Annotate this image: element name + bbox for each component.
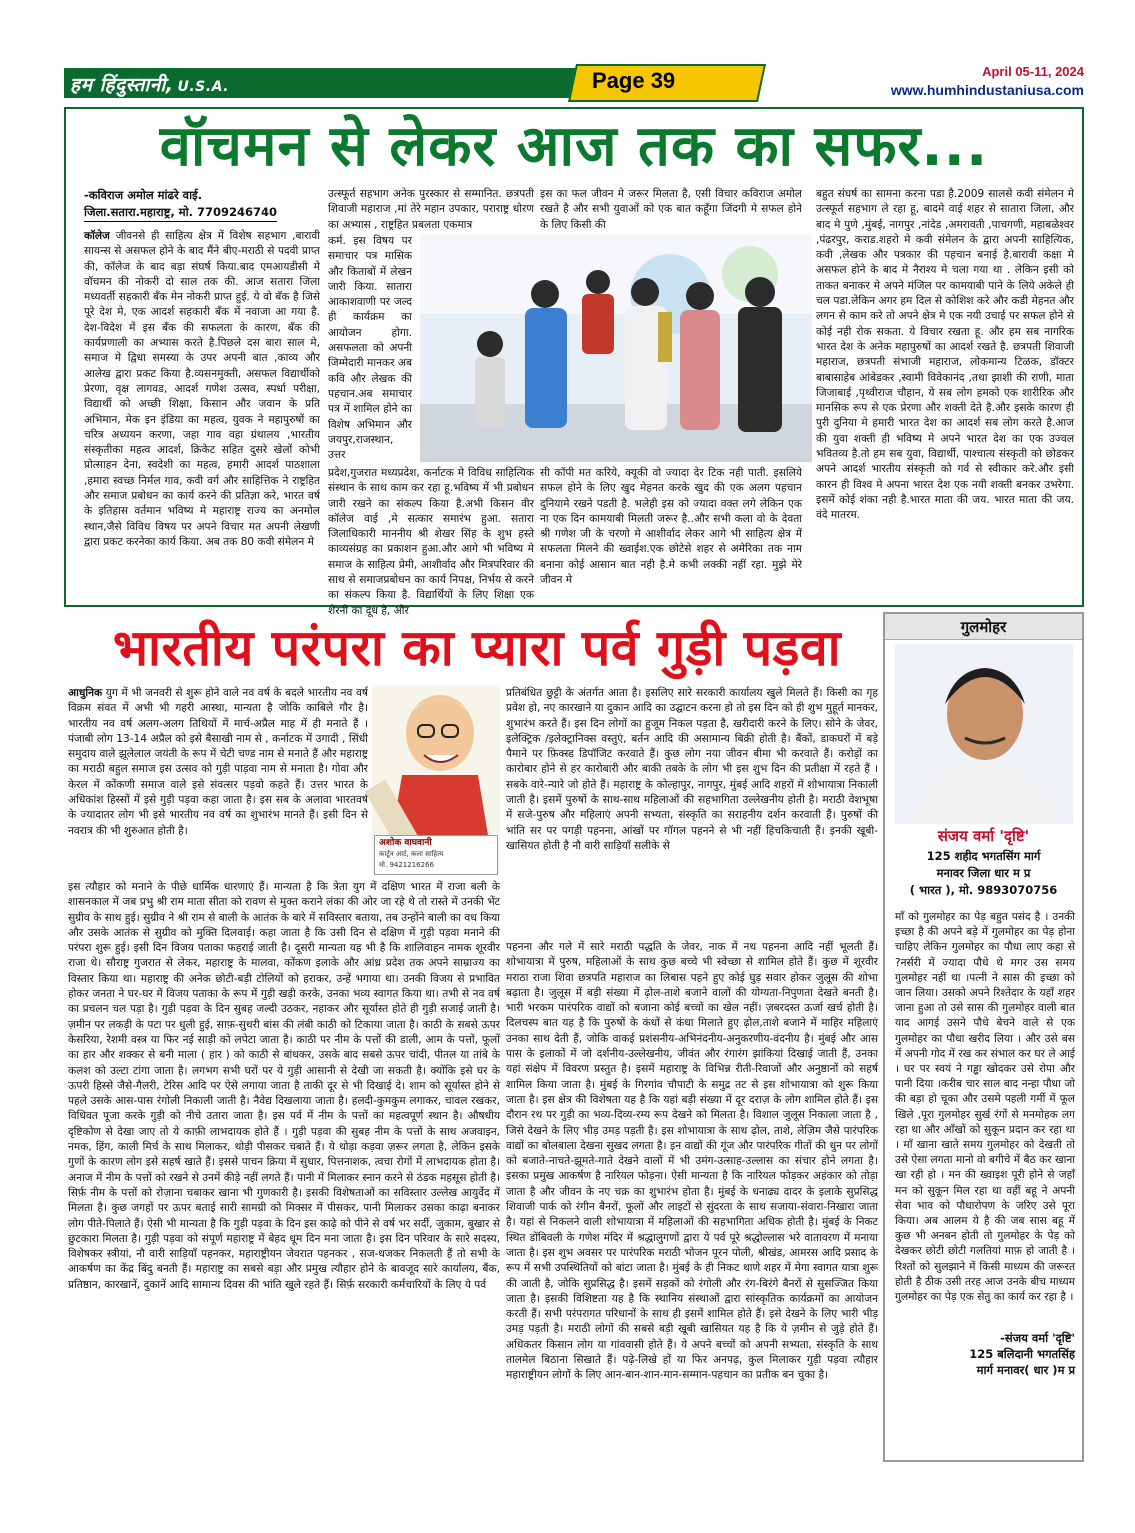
caricature-credit (374, 835, 498, 875)
address-line-2: मनावर जिला धार म प्र (936, 866, 1031, 880)
brand-bar (64, 68, 589, 98)
signature-line-2: मार्ग मनावर( धार )म प्र (976, 1363, 1075, 1377)
lead-word: आधुनिक (68, 687, 103, 699)
byline-place: जिला.सतारा.महाराष्ट्र, मो. 7709246740 (84, 204, 277, 222)
award-ceremony-illustration (420, 234, 812, 462)
page-number: Page 39 (592, 68, 676, 93)
article-column-2-narrow: कर्म. इस विषय पर समाचार पत्र मासिक और किताबों में लेखन जारी किया. सातारा आकाशवाणी पर जल्द ही कार्यक्रम का आयोजन होगा. असफलता को अपनी जिम्मेदारी मानकर अब कवि और लेखक की पहचान.अब समाचार पत्र में शामिल होने का विशेष अभिमान और जयपुर,राजस्थान, उत्तर (328, 235, 412, 462)
sidebar-address (885, 848, 1082, 899)
signature-line-1: 125 बलिदानी भगतसिंह (969, 1347, 1075, 1361)
sidebar-title: गुलमोहर (885, 614, 1082, 640)
article-headline: वॉचमन से लेकर आज तक का सफर... (159, 114, 989, 179)
article-column-3-top: इस का फल जीवन मे जरूर मिलता है, एसी विचार कविराज अमोल रखते है और सभी युवाओं को एक बात कहूँगा जिंदगी मे सफल होने के लिए किसी की (540, 188, 802, 231)
award-ceremony-photo (420, 234, 812, 462)
article2-column-2-full: पहनना और गले में सारे मराठी पद्धति के जेवर, नाक में नथ पहनना आदि नहीं भूलती हैं। शोभायात्रा में पुरुष, महिलाओं के साथ कुछ बच्चे भी स्वेच्छा से शामिल होते हैं। कुछ में शूरवीर मराठा राजा शिवा छत्रपति महाराज का लिबास पहने हुए कोई घुड़ सवार होकर जुलूस की शोभा बढ़ाता है। जुलूस में बड़ी संख्या में ढ़ोल-ताशे बजाने वालों की योग्यता-निपुणता देखते बनती है। भारी भरकम पारंपरिक वाद्यों को बजाना कोई बच्चों का खेल नहीं। ज़बरदस्त ऊर्जा खर्च होती है। दिलचस्प बात यह है कि पुरुषों के कंधों से कंधा मिलाते हुए ढ़ोल,ताशे बजाने में माहिर महिलाएं उनका साथ देती हैं, जोकि वाकई प्रशंसनीय-अभिनंदनीय-अनुकरणीय-वंदनीय है। मुंबई और आस पास के इलाकों में जो दर्शनीय-उल्लेखनीय, जीवंत और रंगारंग झांकियां दिखाई जाती हैं, उनका यहां संक्षेप में विवरण प्रस्तुत है। इसमें महाराष्ट्र के विभिन्न रीती-रिवाजों और अनुष्ठानों को सहर्ष शामिल किया जाता है। मुंबई के गिरगांव चौपाटी के समुद्र तट से इस शोभायात्रा को शुरू किया जाता है। इस क्षेत्र की विशेषता यह है कि यहां बड़ी संख्या में दूर दराज़ के लोग शामिल होते हैं। इस दौरान रथ पर गुड़ी का भव्य-दिव्य-रम्य रूप देखने को मिलता है। विशाल जुलूस निकाला जाता है , जिसे देखने के लिए भीड़ उमड़ पड़ती है। इस शोभायात्रा के साथ ढ़ोल, ताशे, लेज़िम जैसे पारंपरिक वाद्यों का बोलबाला देखना सुखद लगता है। इन वाद्यों की गूंज और पारंपरिक गीतों की धुन पर लोगों को बजाते-नाचते-झूमते-गाते देखने वालों में भी उमंग-उत्साह-उल्लास का संचार होने लगता है। इसका प्रमुख आकर्षण है नारियल फोड़ना। ऐसी मान्यता है कि नारियल फोड़कर अहंकार को तोड़ा जाता है और जीवन के नए चक्र का शुभारंभ होता है। मुंबई के धनाढ्य दादर के इलाके सुप्रसिद्ध शिवाजी पार्क को रंगीन बैनरों, फूलों और लाइटों से सुंदरता के साथ सजाया-संवारा-निखारा जाता है। यहां से निकलने वाली शोभायात्रा में महिलाओं की सहभागिता अधिक होती है। मुंबई के निकट स्थित डोंबिवली के गणेश मंदिर में श्रद्धालुगणों द्वारा ये पर्व पूरे श्रद्धोल्लास भरे वातावरण में मनाया जाता है। इस शुभ अवसर पर पारंपरिक मराठी भोजन पूरन पोली, श्रीखंड, आमरस आदि प्रसाद के रूप में सभी उपस्थितियों को बांटा जाता है। मुंबई के ही निकट थाणे शहर में मेगा स्वागत यात्रा शुरू की जाती है, जोकि सुप्रसिद्ध है। इसमें सड़कों को रंगोली और रंग-बिरंगे बैनरों से सुसज्जित किया जाता है। इसकी विशिष्टता यह है कि स्थानिय संस्थाओं द्वारा सांस्कृतिक कार्यक्रमों का आयोजन करती हैं। सभी परंपरागत परिधानों के साथ ही इसमें शामिल होते हैं। इसे देखने के लिए भारी भीड़ उमड़ पड़ती है। मराठी लोगों की सबसे बड़ी खूबी खासियत यह है कि ये ज़मीन से जुड़े होते हैं। अधिकतर किसान लोग या गांववासी होते हैं। ये अपने बच्चों को अपनी सभ्यता, संस्कृति के साथ तालमेल बिठाना सिखाते हैं। पढ़े-लिखे हों या फिर अनपढ़, कुल मिलाकर गुड़ी पड़वा त्यौहार महाराष्ट्रीयन लोगों के लिए आन-बान-शान-मान-सम्मान-पहचान का प्रतीक बन चुका है। (506, 941, 878, 1382)
caricature-image (372, 685, 500, 875)
caricaturist-name: अशोक वाघवानी (379, 838, 432, 848)
signature-name: -संजय वर्मा 'दृष्टि' (1000, 1331, 1075, 1345)
website-url[interactable]: www.humhindustaniusa.com (890, 82, 1084, 98)
brand-logo (70, 71, 229, 97)
masthead (64, 64, 1084, 100)
column-text: युग में भी जनवरी से शुरू होने वाले नव वर्ष के बदले भारतीय नव वर्ष विक्रम संवत में अभी भी गहरी आस्था, मान्यता है जोकि काबिले गौर है। भारतीय नव वर्ष अलग-अलग तिथियों में मार्च-अप्रैल माह में ही मनाते हैं । पंजाबी लोग 13-14 अप्रैल को इसे बैसाखी नाम से , कर्नाटक में उगादी , सिंधी समुदाय वाले झूलेलाल जयंती के रूप में चेटी चण्ड नाम से मनाते हैं और महाराष्ट्र का मराठी बहुल समाज इस उत्सव को गुड़ी पाड़वा नाम से मनाता है। गोवा और केरल में कोंकणी समाज वाले इसे संवत्सर पड़वो कहते हैं। उत्तर भारत के अधिकांश हिस्सों में इसे गुड़ी पड़वा कहा जाता है। इस सब के अलावा भारतवर्ष के ज्यादातर लोग भी इसे भारतीय नव वर्ष का शुभारंभ मानते हैं। इसी दिन से नवरात्र की भी शुरुआत होती है। (68, 687, 368, 837)
byline-name: -कविराज अमोल मांढरे वाई. (84, 188, 203, 202)
issue-date: April 05-11, 2024 (982, 64, 1084, 79)
brand-usa: U.S.A. (177, 79, 230, 95)
article2-column-1-bottom: इस त्यौहार को मनाने के पीछे धार्मिक धारणाएं हैं। मान्यता है कि त्रेता युग में दक्षिण भारत में राजा बली के शासनकाल में जब प्रभु श्री राम माता सीता को रावण से मुक्त कराने लंका की ओर जा रहे थे तो रास्ते में उनकी भेंट सुग्रीव के साथ हुई। सुग्रीव ने श्री राम से बाली के आतंक के बारे में सविस्तार बताया, तब उन्होंने बाली का वध किया और उसके आतंक से सुग्रीव को मुक्ति दिलवाई। कहा जाता है कि उसी दिन से दक्षिण में गुड़ी पड़वा मनाने की परंपरा शुरू हुई। इसी दिन विजय पताका फहराई जाती है। दूसरी मान्यता यह भी है कि शालिवाहन नामक शूरवीर राजा थे। सौराष्ट्र गुजरात से लेकर, महाराष्ट्र के मालवा, कोंकण इलाके और आंध्र प्रदेश तक अपने साम्राज्य का विस्तार किया था। महाराष्ट्र की अनेक छोटी-बड़ी टोलियों को हराकर, उन्हें भगाया था। उनकी विजय से प्रभावित होकर जनता ने घर-घर में विजय पताका के रूप में गुड़ी खड़ी करके, उनका भव्य स्वागत किया था। तभी से नव वर्ष का प्रचलन चल पड़ा है। गुड़ी पड़वा के दिन सुबह जल्दी उठकर, नहाकर और सूर्यास्त होते ही गुड़ी सजाई जाती है। ज़मीन पर लकड़ी के पटा पर धुली हुई, साफ़-सुथरी बांस की लंबी काठी को टिकाया जाता है। काठी के सबसे ऊपर केसरिया, रेशमी वस्त्र या फिर नई साड़ी को लपेटा जाता है। काठी पर नीम के पत्तों की डाली, आम के पत्तों, फूलों का हार और शक्कर से बनी माला ( हार ) को काठी से बांधकर, उसके बाद सबसे ऊपर चांदी, पीतल या तांबे के कलश को उल्टा टांगा जाता है। लगभग सभी घरों पर ये गुड़ी आसानी से देखी जा सकती है। क्योंकि इसे घर के ऊपरी हिस्से जैसे-गैलरी, टेरिस आदि पर ऐसे लगाया जाता है ताकी दूर से भी दिखाई दे। शाम को सूर्यास्त होने से पहले उसके आस-पास रंगोली निकाली जाती है। नैवेद्य दिखलाया जाता है। हलदी-कुमकुम लगाकर, चावल रखकर, विधिवत पूजा करके गुड़ी को नीचे उतारा जाता है। इस पर्व में नीम के पत्तों का महत्वपूर्ण स्थान है। औषधीय दृष्टिकोण से देखा जाए तो ये काफ़ी लाभदायक होते हैं । गुड़ी पड़वा की सुबह नीम के पत्तों के साथ अजवाइन, नमक, हिंग, काली मिर्च के साथ मिलाकर, थोड़ी पीसकर चबाते हैं। ये थोड़ा कड़वा ज़रूर लगता है, लेकिन इसके गुणों के कारण लोग इसे सहर्ष खाते हैं। इससे पाचन क्रिया में सुधार, पित्तनाशक, त्वचा रोगों में लाभदायक होता है। अनाज में नीम के पत्तों को रखने से उनमें कीड़े नहीं लगते हैं। पानी में मिलाकर स्नान करने से ठंडक महसूस होती है। सिर्फ़ नीम के पत्तों को रोज़ाना चबाकर खाना भी गुणकारी है। इसकी विशेषताओं का सविस्तार उल्लेख आयुर्वेद में मिलता है। कुछ जगहों पर ऊपर बताई सारी सामग्री को मिक्सर में पीसकर, पानी मिलाकर उसका काढ़ा बनाकर लोग पीते-पिलाते हैं। ऐसी भी मान्यता है कि गुड़ी पड़वा के दिन इस काढ़े को पीने से वर्ष भर सर्दी, जुकाम, बुखार से छुटकारा मिलता है। गुड़ी पड़वा को संपूर्ण महाराष्ट्र में बेहद धूम दिन मना जाता है। इस दिन परिवार के सारे सदस्य, विशेषकर स्त्रीयां, नौ वारी साड़ियाँ पहनकर, महाराष्ट्रीयन जेवरात पहनकर , सज-धजकर निकलती हैं तो सभी के आकर्षण का केंद्र बिंदु बनती हैं। महाराष्ट्र का सबसे बड़ा और प्रमुख त्यौहार होने के बावजूद सारे कार्यालय, बैंक, प्रतिष्ठान, कारखानें, दुकानें आदि सामान्य दिवस की भांति खुले रहते हैं। सिर्फ़ सरकारी कर्मचारियों के लिए ये पर्व (68, 881, 500, 1291)
caricaturist-role: कार्टून आर्ट, कला साहित्य (379, 850, 444, 858)
article-column-1 (84, 229, 320, 601)
sidebar-author: संजय वर्मा 'दृष्टि' (937, 827, 1030, 845)
gulmohar-sidebar (883, 612, 1084, 1462)
article2-column-1-top (68, 686, 368, 878)
article-column-4: बहुत संघर्ष का सामना करना पडा है.2009 सालसे कवी संमेलन मे उत्स्फूर्त सहभाग ले रहा हू, बादमे वाई शहर से सातारा जिला, और बाद मे पुणे ,मुंबई, नागपुर ,नांदेड ,अमरावती ,पाचगणी, महाबळेश्वर ,पंढरपुर, कराड.शहरो मे कवी संमेलन के द्वारा अपनी साहित्यिक, कवी ,लेखक और पत्रकार की पहचान बनाई है.बारावी कक्षा मे असफल होने के बाद मे नैराश्य मे चला गया था . लेकिन इसी को ताकत बनाकर मे अपने मंजिल पर कामयाबी पाने के लिये अकेले ही चल पडा.लेकिन अगर हम दिल से कोशिश करे और कडी मेहनत और लगन से काम करे तो अपने क्षेत्र मे एक नयी उचाई पर सफल होने से कोई नही रोक सकता. ये विचार रखता हू. और हम सब नागरिक भारत देश के अनेक महापुरुषों का आदर्श रखते है. छत्रपती शिवाजी महाराज, छत्रपती संभाजी महाराज, लोकमान्य टिळक, डॉक्टर बाबासाहेब आंबेडकर ,स्वामी विवेकानंद ,तथा झाशी की राणी, माता जिजाबाई ,पृथ्वीराज चौहान, ये सब लोग हमको एक शारीरिक और मानसिक रूप से एक प्रेरणा और शक्ती देते है.और इसके कारण ही पुरी दुनिया मे हमारी भारत देश का आदर्श सब लोग करते है.आज की युवा शक्ती ही भविष्य मे अपने भारत देश का एक उज्वल भवितव्य है.तो हम सब युवा, विद्यार्थी, पाश्चात्य संस्कृती को छोडकर अपने आदर्श भारतीय संस्कृती को गर्व से स्वीकार करे.और इसी कारन ही विश्व मे अपना भारत देश एक नयी शक्ती बनकर उभरेगा. इसमें कोई शंका नही है.भारत माता की जय. भारत माता की जय. वंदे मातरम. (816, 188, 1074, 522)
article-column-2-bottom: प्रदेश,गुजरात मध्यप्रदेश, कर्नाटक मे विविध साहित्यिक संस्थान के साथ काम कर रहा हू.भविष्य में भी प्रबोधन जारी रखने का संकल्प किया है.अभी किसन वीर कॉलेज वाई ,मे सत्कार समारंभ हुआ. सतारा जिलाधिकारी माननीय श्री शेखर सिंह के शुभ हस्ते काव्यसंग्रह का प्रकाशन हुआ.और आगे भी भविष्य मे समाज के साहित्य प्रेमी, आशीर्वाद और मित्रपरिवार की साथ से समाजप्रबोधन का कार्य निपक्ष, निर्भय से करने का संकल्प किया है. विद्यार्थियों के लिए शिक्षा एक शेरनी का दूध है, और (328, 467, 534, 617)
column-text: जीवनसे ही साहित्य क्षेत्र में विशेष सहभाग ,बारावी सायन्स से असफल होने के बाद मैंने बीए-मराठी से पदवी प्राप्त की, कॉलेज के बाद बड़ा संघर्ष किया.बाद एमआयडीसी मे वॉचमन की नोकरी दो साल तक की. आज सतारा जिला मध्यवर्ती सहकारी बँक मेन नोकरी प्राप्त हुई. ये वो बँक है जिसे पूरे देश मे, एक आदर्श सहकारी बँक में नवाजा आ गया है. देश-विदेश में इस बँक की सफलता के कारण, बँक की कार्यप्रणाली का अभ्यास करते है.पिछले दस बारा साल मे, समाज मे द्विधा समस्या के उपर अपनी बात ,काव्य और आलेख द्वारा प्रकट किया है.व्यसनमुक्ती, असफल विद्यार्थीको प्रेरणा, वृक्ष लागवड, आदर्श गणेश उत्सव, स्पर्धा परीक्षा, विद्यार्थी को अच्छी शिक्षा, किसान और जवान के प्रति अभिमान, मेक इन इंडिया का महत्व, युवक ने महापुरुषों का चरित्र अध्ययन करणा, जहा गाव वहा ग्रंथालय ,भारतीय संस्कृतीका महत्व आदर्श, क्रिकेट सहित दुसरे खेलों कोभी प्रोत्साहन देना, स्वदेशी का महत्व, हमारी आदर्श पाठशाला ,हमारा स्वच्छ निर्मल गाव, कवी वर्ग और साहित्तिक ने राष्ट्रहित और समाज प्रबोधन का कार्य करने की प्रतिज्ञा करे, भारत वर्ष के इतिहास वर्तमान भविष्य मे महाराष्ट्र राज्य का अनमोल स्थान,जैसे विविध विषय पर अपने विचार मत अपनी लेखणी द्वारा प्रकट करनेका कार्य किया. अब तक 80 कवी संमेलन मे (84, 230, 320, 548)
caricaturist-phone: मो. 9421216266 (379, 861, 434, 869)
article-column-2-top: उत्स्फूर्त सहभाग अनेक पुरस्कार से सम्मानित. छत्रपती शिवाजी महाराज ,मां तेरे महान उपकार, पराराष्ट्र धोरण का अभ्यास , राष्ट्रहित प्रबलता एकमात्र (328, 188, 534, 231)
lead-word: कॉलेज (84, 230, 110, 242)
brand-name: हम हिंदुस्तानी, (70, 74, 174, 96)
sidebar-story: माँ को गुलमोहर का पेड़ बहुत पसंद है । उनकी इच्छा है की अपने बड़े में गुलमोहर का पेड़ होना चाहिए लेकिन गुलमोहर का पौधा लाए कहा से ?नर्सरी में ज्यादा पौधे थे मगर उस समय गुलमोहर नहीं था ।पत्नी ने सास की इच्छा को जान लिया। उसको अपने रिश्तेदार के यहाँ शहर जाना हुआ तो उसे सास की गुलमोहर वाली बात याद आगई उसने पौधे बेचने वाले से एक गुलमोहर का पौधा खरीद लिया । और उसे बस में अपनी गोद में रख कर संभाल कर घर ले आई । घर पर स्वयं ने गड्ढा खोदकर उसे रोपा और पानी दिया ।करीब चार साल बाद नन्हा पौधा जो की बड़ा हो चूका और उसमे पहली गर्मी में फूल खिले ,पूरा गुलमोहर सुर्ख रंगों से मनमोहक लग रहा था और आँखों को सुकून प्रदान कर रहा था । माँ खाना खाते समय गुलमोहर को देखती तो उसे ऐसा लगता मानो वो बगीचे में बैठ कर खाना खा रही हो । मन की ख्वाइश पूरी होने से जहाँ मन को सुकून मिल रहा था वहीं बहू ने अपनी सेवा भाव को पौधारोपण के जरिए उसे पूरा किया। अब आलम ये है की जब सास बहू में कुछ भी अनबन होती तो गुलमोहर के पेड़ को देखकर छोटी छोटी गलतियां माफ़ हो जाती है । रिश्तों को सुलझाने में किसी माध्यम की जरूरत होती है ठीक उसी तरह आज उनके बीच माध्यम गुलमोहर का पेड़ एक सेतु का कार्य कर रहा है । (895, 911, 1075, 1304)
sidebar-signature (895, 1330, 1075, 1378)
article2-column-2-top: प्रतिबंधित छुट्टी के अंतर्गत आता है। इसलिए सारे सरकारी कार्यालय खुले मिलते हैं। किसी का गृह प्रवेश हो, नए कारखाने या दुकान आदि का उद्घाटन करना हो तो इस दिन को ही शुभ मुहूर्त मानकर, शुभारंभ करते हैं। इस दिन लोगों का हुजूम निकल पड़ता है, खरीदारी करने के लिए। सोने के जेवर, इलेक्ट्रिक /इलेक्ट्रानिक्स वस्तुएं, बर्तन आदि की असामान्य बिक्री होती है। बैंकों, डाकघरों में बड़े पैमाने पर फ़िक्स्ड डिपॉजिट करवाते हैं। कुछ लोग नया जीवन बीमा भी करवाते हैं। करोड़ों का कारोबार होने से हर कारोबारी और बाकी तबके के लोग भी इस शुभ दिन की प्रतीक्षा में रहते हैं । सबके वारे-न्यारे जो होते हैं। महाराष्ट्र के कोल्हापुर, नागपुर, मुंबई आदि शहरों में शोभायात्रा निकाली जाती है। इसमें पुरुषों के साथ-साथ महिलाओं की सहभागिता उल्लेखनीय होती है। मराठी वेशभूषा में सजे-पुरुष और महिलाएं अपनी सभ्यता, संस्कृति का सराहनीय दर्शन करवाती हैं। पुरुषों की भांति सर पर पगड़ी पहनना, आंखों पर गॉगल पहनने से भी नहीं हिचकिचाती हैं। इनकी खूबी-खासियत होती है नौ वारी साड़ियाँ सलीके से (506, 687, 878, 852)
article-column-3-bottom: सी कॉपी मत करिये, क्यूकी वो ज्यादा देर टिक नही पाती. इसलिये सफल होने के लिए खुद मेहनत करके खुद की एक अलग पहचान दुनियामे रखने पडती है. भलेही इस को ज्यादा वक्त लगे लेकिन एक ना एक दिन कामयाबी मिलती जरूर है..और सभी कला वो के देवता श्री गणेश जी के चरणो मे आशीर्वाद लेकर आगे भी साहित्य क्षेत्र में सफलता मिलने की ख्वाईश.एक छोटेसे शहर से अमेरिका तक नाम बनाना कोई आसान बात नही है.मे कभी लक्की नहीं रहा. मुझे मेरे जीवन मे (540, 467, 802, 587)
article-watchman (64, 107, 1084, 617)
address-line-3: ( भारत ), मो. 9893070756 (909, 883, 1058, 897)
author-photo (895, 644, 1073, 824)
address-line-1: 125 शहीद भगतसिंग मार्ग (926, 849, 1041, 863)
article-headline-gudi-padwa: भारतीय परंपरा का प्यारा पर्व गुड़ी पड़वा (112, 619, 842, 677)
author-portrait (895, 644, 1073, 824)
byline (84, 187, 277, 222)
